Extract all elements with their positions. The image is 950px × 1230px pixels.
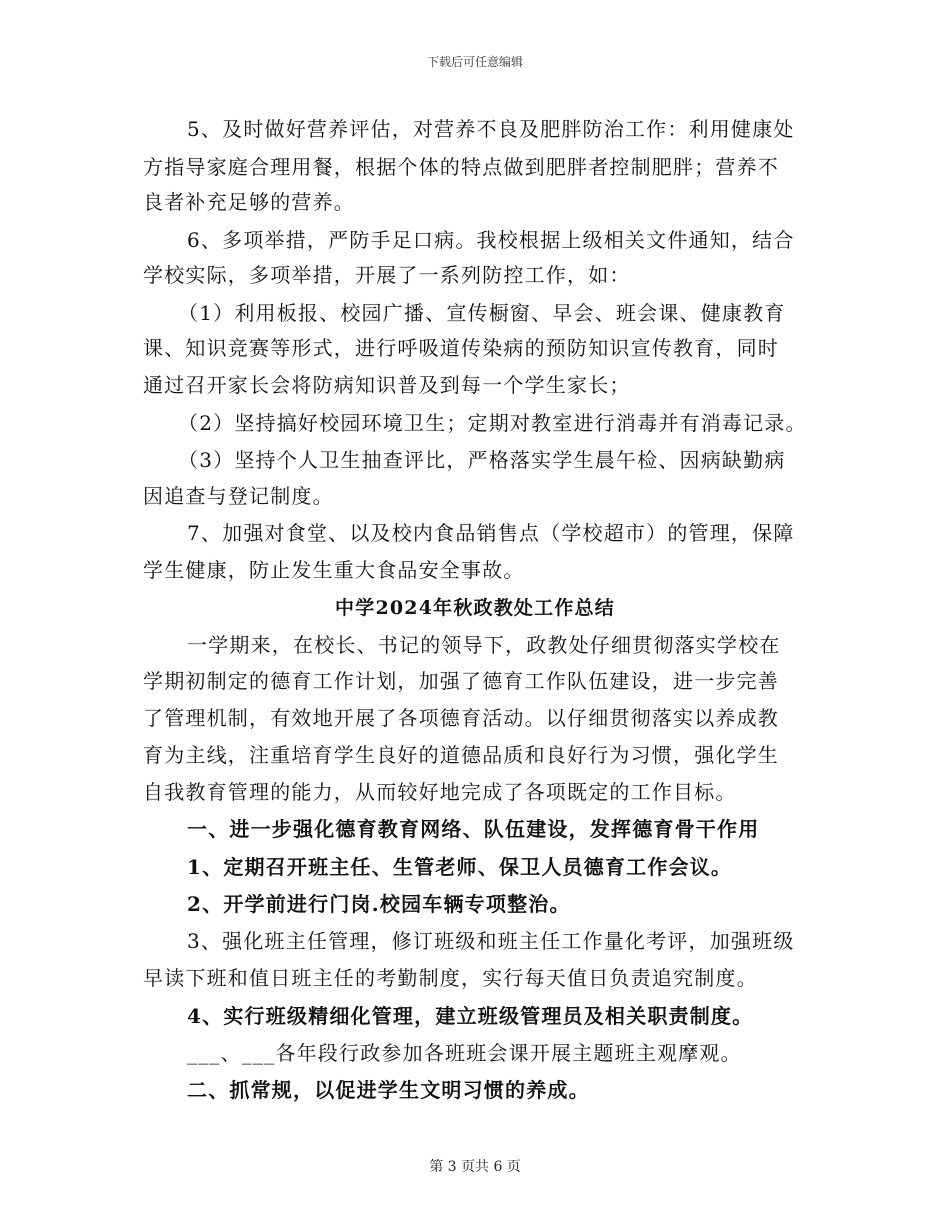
paragraph-line: （1）利用板报、校园广播、宣传橱窗、早会、班会课、健康教育 (178, 301, 786, 325)
paragraph-line: 方指导家庭合理用餐，根据个体的特点做到肥胖者控制肥胖；营养不 (143, 155, 779, 179)
subsection-heading: 2、开学前进行门岗.校园车辆专项整治。 (187, 892, 571, 916)
page-footer: 第 3 页共 6 页 (429, 1159, 521, 1175)
paragraph-line: 7、加强对食堂、以及校内食品销售点（学校超市）的管理，保障 (187, 521, 795, 545)
paragraph-line: 通过召开家长会将防病知识普及到每一个学生家长； (143, 373, 631, 397)
paragraph-line: 学生健康，防止发生重大食品安全事故。 (143, 558, 525, 582)
paragraph-line: 学校实际，多项举措，开展了一系列防控工作，如： (143, 263, 631, 287)
paragraph-line: 良者补充足够的营养。 (143, 190, 355, 214)
subsection-heading: 4、实行班级精细化管理，建立班级管理员及相关职责制度。 (187, 1004, 754, 1028)
paragraph-line: 6、多项举措，严防手足口病。我校根据上级相关文件通知，结合 (187, 228, 795, 252)
paragraph-line: 3、强化班主任管理，修订班级和班主任工作量化考评，加强班级 (187, 929, 795, 953)
paragraph-line: 5、及时做好营养评估，对营养不良及肥胖防治工作：利用健康处 (187, 117, 795, 141)
page-header: 下载后可任意编辑 (426, 55, 523, 69)
section-heading: 二、抓常规，以促进学生文明习惯的养成。 (187, 1078, 590, 1102)
paragraph-line: 早读下班和值日班主任的考勤制度，实行每天值日负责追究制度。 (143, 966, 758, 990)
paragraph-line: 育为主线，注重培育学生良好的道德品质和良好行为习惯，强化学生 (143, 743, 779, 767)
paragraph-line: （2）坚持搞好校园环境卫生；定期对教室进行消毒并有消毒记录。 (178, 411, 807, 435)
subsection-heading: 1、定期召开班主任、生管老师、保卫人员德育工作会议。 (187, 855, 733, 879)
paragraph-line: 因追查与登记制度。 (143, 484, 334, 508)
paragraph-line: 课、知识竞赛等形式，进行呼吸道传染病的预防知识宣传教育，同时 (143, 336, 779, 360)
paragraph-line: 学期初制定的德育工作计划，加强了德育工作队伍建设，进一步完善 (143, 669, 779, 693)
paragraph-line: 自我教育管理的能力，从而较好地完成了各项既定的工作目标。 (143, 780, 737, 804)
paragraph-line: 了管理机制，有效地开展了各项德育活动。以仔细贯彻落实以养成教 (143, 706, 779, 730)
paragraph-line: 一学期来，在校长、书记的领导下，政教处仔细贯彻落实学校在 (187, 633, 781, 657)
document-title: 中学2024年秋政教处工作总结 (335, 597, 615, 619)
paragraph-line: ___、___各年段行政参加各班班会课开展主题班主观摩观。 (187, 1041, 742, 1065)
paragraph-line: （3）坚持个人卫生抽查评比，严格落实学生晨午检、因病缺勤病 (178, 448, 786, 472)
section-heading: 一、进一步强化德育教育网络、队伍建设，发挥德育骨干作用 (187, 817, 760, 841)
